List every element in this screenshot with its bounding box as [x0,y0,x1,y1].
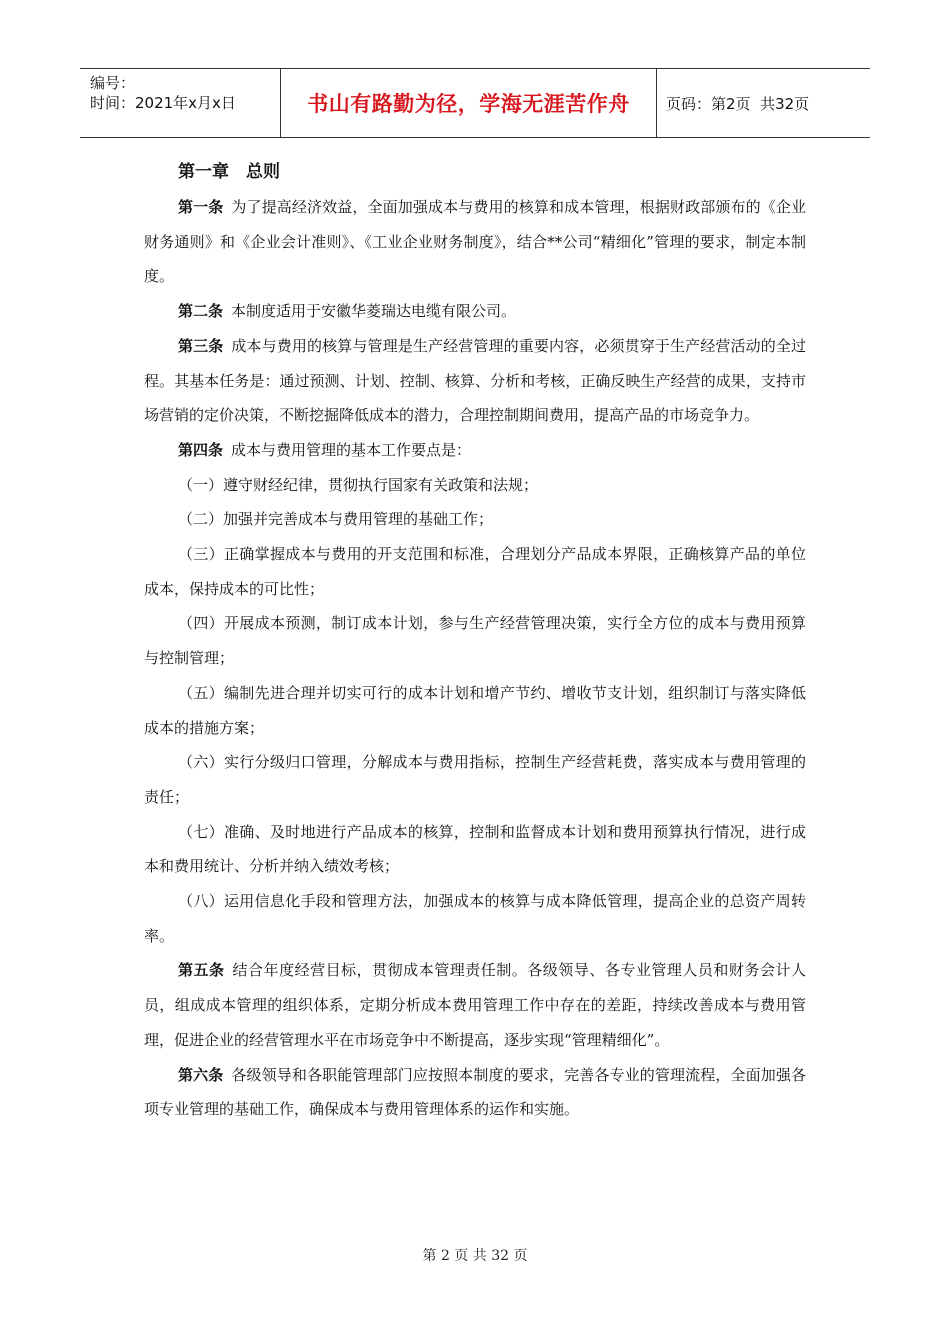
page-footer: 第 2 页 共 32 页 [422,1248,528,1264]
article-number: 第四条 [178,440,224,459]
article-number: 第二条 [178,302,224,321]
list-item: （三）正确掌握成本与费用的开支范围和标准，合理划分产品成本界限，正确核算产品的单位成本，保持成本的可比性； [144,545,806,598]
list-item: （二）加强并完善成本与费用管理的基础工作； [178,510,494,529]
article-text: 本制度适用于安徽华菱瑞达电缆有限公司。 [231,302,517,321]
header-page-info: 页码：第2页 共32页 [666,95,810,113]
header-motto: 书山有路勤为径，学海无涯苦作舟 [307,92,630,116]
article-number: 第五条 [178,961,225,980]
article-paragraph [144,190,806,294]
article-text: 结合年度经营目标，贯彻成本管理责任制。各级领导、各专业管理人员和财务会计人员，组成成本管理的组织体系，定期分析成本费用管理工作中存在的差距，持续改善成本与费用管理，促进企业的经营管理水平在市场竞争中不断提高，逐步实现“管理精细化”。 [144,961,806,1049]
article-paragraph [144,433,806,468]
list-item: （七）准确、及时地进行产品成本的核算，控制和监督成本计划和费用预算执行情况，进行成本和费用统计、分析并纳入绩效考核； [144,822,806,876]
document-number-label: 编号： [90,74,136,92]
header-divider [656,69,657,137]
article-paragraph [144,329,806,433]
article-paragraph [144,953,806,1057]
document-time-label: 时间：2021年x月x日 [90,94,236,112]
article-text: 各级领导和各职能管理部门应按照本制度的要求，完善各专业的管理流程，全面加强各项专业管理的基础工作，确保成本与费用管理体系的运作和实施。 [144,1065,806,1119]
list-item: （一）遵守财经纪律，贯彻执行国家有关政策和法规； [178,475,539,494]
list-item: （八）运用信息化手段和管理方法，加强成本的核算与成本降低管理，提高企业的总资产周转率。 [144,892,806,945]
article-text: 成本与费用的核算与管理是生产经营管理的重要内容，必须贯穿于生产经营活动的全过程。其基本任务是：通过预测、计划、控制、核算、分析和考核，正确反映生产经营的成果，支持市场营销的定价决策，不断挖掘降低成本的潜力，合理控制期间费用，提高产品的市场竞争力。 [144,336,806,425]
chapter-title: 第一章 总则 [178,162,280,182]
article-text: 为了提高经济效益，全面加强成本与费用的核算和成本管理，根据财政部颁布的《企业财务通则》和《企业会计准则》、《工业企业财务制度》，结合**公司“精细化”管理的要求，制定本制度。 [144,198,806,286]
article-number: 第六条 [178,1065,224,1084]
article-paragraph [144,294,806,329]
list-item: （六）实行分级归口管理，分解成本与费用指标，控制生产经营耗费，落实成本与费用管理的责任； [144,753,806,806]
header-meta [90,73,236,113]
document-body [144,154,806,1127]
page-header [80,68,870,138]
article-number: 第一条 [178,198,224,216]
list-item: （四）开展成本预测，制订成本计划，参与生产经营管理决策，实行全方位的成本与费用预算与控制管理； [144,614,806,668]
article-number: 第三条 [178,336,224,355]
article-paragraph [144,1058,806,1127]
list-item: （五）编制先进合理并切实可行的成本计划和增产节约、增收节支计划，组织制订与落实降低成本的措施方案； [144,683,806,737]
article-text: 成本与费用管理的基本工作要点是： [231,440,472,459]
